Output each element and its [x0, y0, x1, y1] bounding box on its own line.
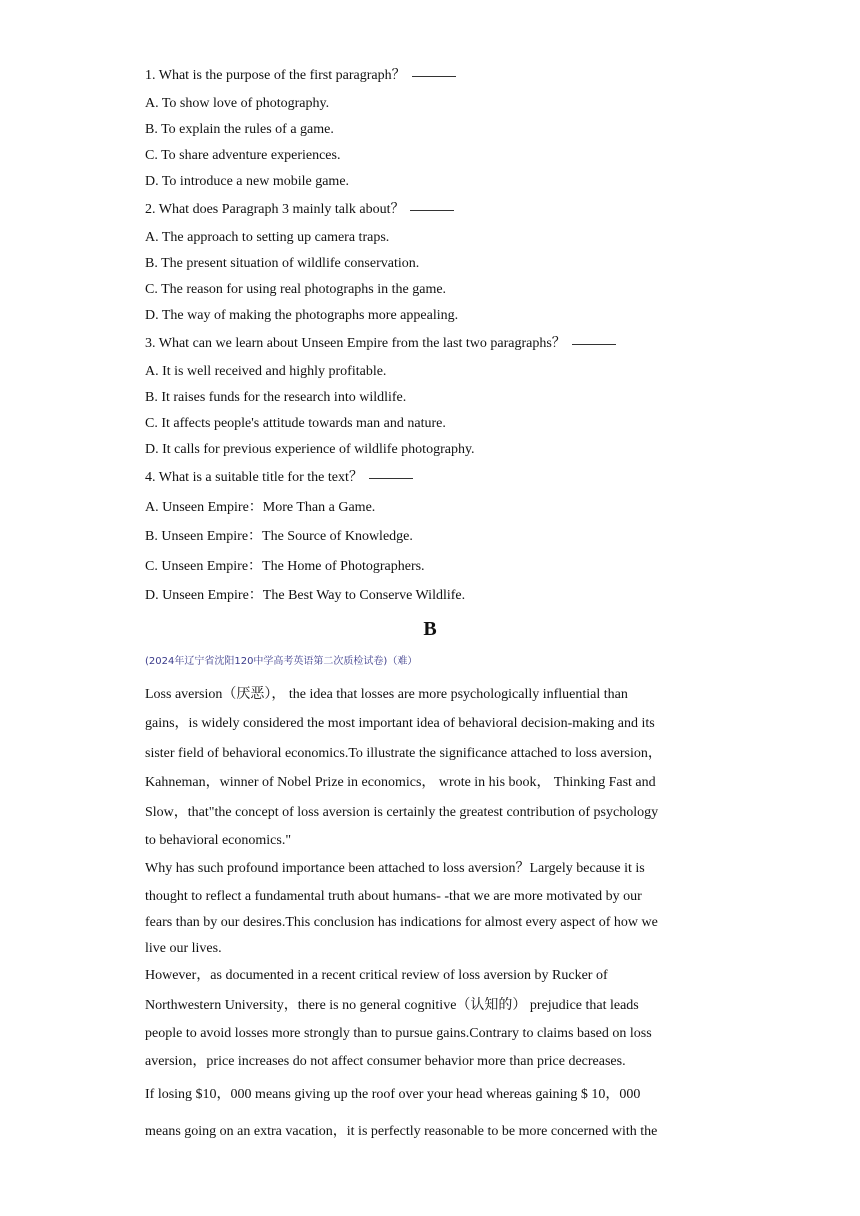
- passage-line: gains，is widely considered the most important idea of behavioral decision-making and its: [145, 716, 655, 731]
- question-2-option-d: D. The way of making the photographs more appealing.: [145, 308, 459, 323]
- passage-line: live our lives.: [145, 941, 222, 956]
- passage-line: to behavioral economics.": [145, 833, 292, 848]
- passage-line: Kahneman，winner of Nobel Prize in economics， wrote in his book， Thinking Fast and: [145, 775, 656, 790]
- answer-blank[interactable]: [410, 210, 454, 211]
- passage-line: thought to reflect a fundamental truth about humans- -that we are more motivated by our: [145, 889, 642, 904]
- question-1-option-c: C. To share adventure experiences.: [145, 148, 341, 163]
- question-2-text: 2. What does Paragraph 3 mainly talk about？: [145, 202, 405, 217]
- question-3-option-c: C. It affects people's attitude towards man and nature.: [145, 416, 446, 431]
- question-4-text: 4. What is a suitable title for the text？: [145, 470, 363, 485]
- passage-line: fears than by our desires.This conclusion has indications for almost every aspect of how we: [145, 915, 658, 930]
- question-2-option-c: C. The reason for using real photographs in the game.: [145, 282, 447, 297]
- question-2-option-b: B. The present situation of wildlife conservation.: [145, 256, 420, 271]
- passage-line: Loss aversion（厌恶）， the idea that losses are more psychologically influential than: [145, 687, 628, 702]
- passage-line: Slow，that"the concept of loss aversion is certainly the greatest contribution of psychology: [145, 805, 659, 820]
- question-1-option-a: A. To show love of photography.: [145, 96, 330, 111]
- question-4-stem: [145, 469, 413, 487]
- question-1-option-b: B. To explain the rules of a game.: [145, 122, 334, 137]
- question-2-stem: [145, 201, 454, 219]
- passage-line: aversion，price increases do not affect consumer behavior more than price decreases.: [145, 1054, 626, 1069]
- question-4-option-d: D. Unseen Empire：The Best Way to Conserve Wildlife.: [145, 588, 466, 603]
- answer-blank[interactable]: [369, 478, 413, 479]
- passage-line: However，as documented in a recent critical review of loss aversion by Rucker of: [145, 968, 608, 983]
- question-3-option-d: D. It calls for previous experience of wildlife photography.: [145, 442, 475, 457]
- passage-line: means going on an extra vacation，it is perfectly reasonable to be more concerned with the: [145, 1124, 658, 1139]
- question-3-option-a: A. It is well received and highly profitable.: [145, 364, 387, 379]
- source-note: (2024年辽宁省沈阳120中学高考英语第二次质检试卷)（难）: [145, 656, 418, 667]
- question-1-stem: [145, 67, 456, 85]
- question-4-option-b: B. Unseen Empire：The Source of Knowledge.: [145, 529, 413, 544]
- question-4-option-c: C. Unseen Empire：The Home of Photographers.: [145, 559, 425, 574]
- passage-line: Why has such profound importance been attached to loss aversion？Largely because it is: [145, 861, 645, 876]
- passage-line: If losing $10，000 means giving up the roof over your head whereas gaining $ 10，000: [145, 1087, 641, 1102]
- question-2-option-a: A. The approach to setting up camera traps.: [145, 230, 390, 245]
- question-3-option-b: B. It raises funds for the research into wildlife.: [145, 390, 407, 405]
- passage-line: Northwestern University，there is no general cognitive（认知的） prejudice that leads: [145, 998, 639, 1013]
- question-1-option-d: D. To introduce a new mobile game.: [145, 174, 350, 189]
- question-1-text: 1. What is the purpose of the first paragraph？: [145, 68, 406, 83]
- passage-line: people to avoid losses more strongly than to pursue gains.Contrary to claims based on loss: [145, 1026, 652, 1041]
- question-4-option-a: A. Unseen Empire：More Than a Game.: [145, 500, 376, 515]
- question-3-text: 3. What can we learn about Unseen Empire from the last two paragraphs？: [145, 336, 566, 351]
- question-3-stem: [145, 335, 616, 353]
- answer-blank[interactable]: [572, 344, 616, 345]
- passage-line: sister field of behavioral economics.To illustrate the significance attached to loss aversion，: [145, 746, 662, 761]
- answer-blank[interactable]: [412, 76, 456, 77]
- section-heading: B: [423, 618, 437, 640]
